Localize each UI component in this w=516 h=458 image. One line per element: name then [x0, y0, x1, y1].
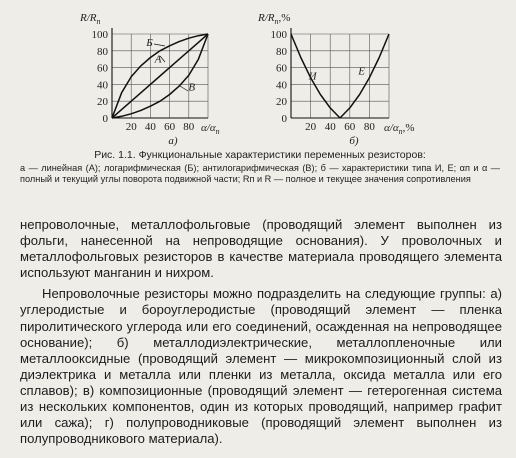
- paragraph-1: непроволочные, металлофольговые (проводящий элемент выполнен из фольги, нанесенной на непроводящие основания). У проволочных и металлофольговых резисторов в качестве материала проводящего элемента используют манганин и нихром.: [20, 217, 502, 281]
- y-tick-label: 20: [276, 96, 287, 109]
- x-tick-label: 40: [324, 121, 336, 133]
- x-tick-label: 60: [344, 121, 356, 133]
- body-text: [20, 217, 502, 447]
- x-tick-label: 40: [144, 121, 156, 133]
- x-axis-label-b: $\alpha/\alpha_п,\%$: [384, 122, 415, 136]
- leader-line-b: [154, 44, 165, 46]
- figure-svg: [0, 0, 516, 150]
- curve-label-В: В: [188, 81, 196, 94]
- y-tick-label: 20: [97, 96, 108, 109]
- x-tick-label: 20: [305, 121, 317, 133]
- curve-label-Е: Е: [358, 65, 365, 78]
- y-axis-label-b: $R/R_п,\%$: [258, 12, 291, 26]
- curve-label-Б: Б: [146, 36, 153, 49]
- curve-label-А: А: [154, 53, 162, 66]
- figure-caption: [20, 150, 500, 186]
- series-line-А: [112, 34, 208, 118]
- x-tick-label: 80: [363, 121, 375, 133]
- caption-title: Рис. 1.1. Функциональные характеристики переменных резисторов:: [94, 149, 426, 161]
- paragraph-2: Непроволочные резисторы можно подразделить на следующие группы: а) углеродистые и бороуглеродистые (проводящий элемент — пленка пиролитического углерода или его соединений, осажденная на непроводящее основание); б) металлодиэлектрические, металлопленочные или металлооксидные (проводящий элемент — микрокомпозиционный слой из диэлектрика и металла или пленки из металла, оксида металла или его сплавов); в) композиционные (проводящий элемент — гетерогенная система из нескольких компонентов, один из которых проводящий, например графит или сажа); г) полупроводниковые (проводящий элемент выполнен из полупроводникового материала).: [20, 286, 502, 447]
- x-tick-label: 20: [125, 121, 137, 133]
- y-tick-label: 100: [270, 29, 287, 41]
- panel-label-b: б): [349, 135, 359, 147]
- y-tick-label: 60: [276, 62, 287, 75]
- y-tick-label: 60: [97, 62, 108, 75]
- y-tick-label: 80: [97, 45, 108, 58]
- y-tick-label: 40: [276, 79, 287, 92]
- leader-line-v: [180, 86, 188, 91]
- y-tick-label: 80: [276, 45, 287, 58]
- caption-body: а — линейная (А); логарифмическая (Б); антилогарифмическая (В); б — характеристики типа И, Е; αп и α — полный и текущий углы поворота подвижной части; Rп и R — полное и текущее значения сопротивления: [20, 162, 500, 184]
- curve-label-И: И: [308, 70, 317, 83]
- figure: [0, 0, 516, 150]
- y-tick-label: 0: [102, 113, 108, 125]
- chart-panel-a: [79, 12, 220, 147]
- panel-label-a: а): [168, 135, 178, 147]
- y-tick-label: 0: [281, 113, 287, 125]
- chart-panel-b: [257, 12, 414, 147]
- x-tick-label: 80: [183, 121, 195, 133]
- y-tick-label: 40: [97, 79, 108, 92]
- y-axis-label-a: $R/R_п$: [80, 12, 101, 26]
- y-tick-label: 100: [91, 29, 108, 41]
- x-tick-label: 60: [164, 121, 176, 133]
- x-axis-label-a: $\alpha/\alpha_п$: [201, 122, 220, 136]
